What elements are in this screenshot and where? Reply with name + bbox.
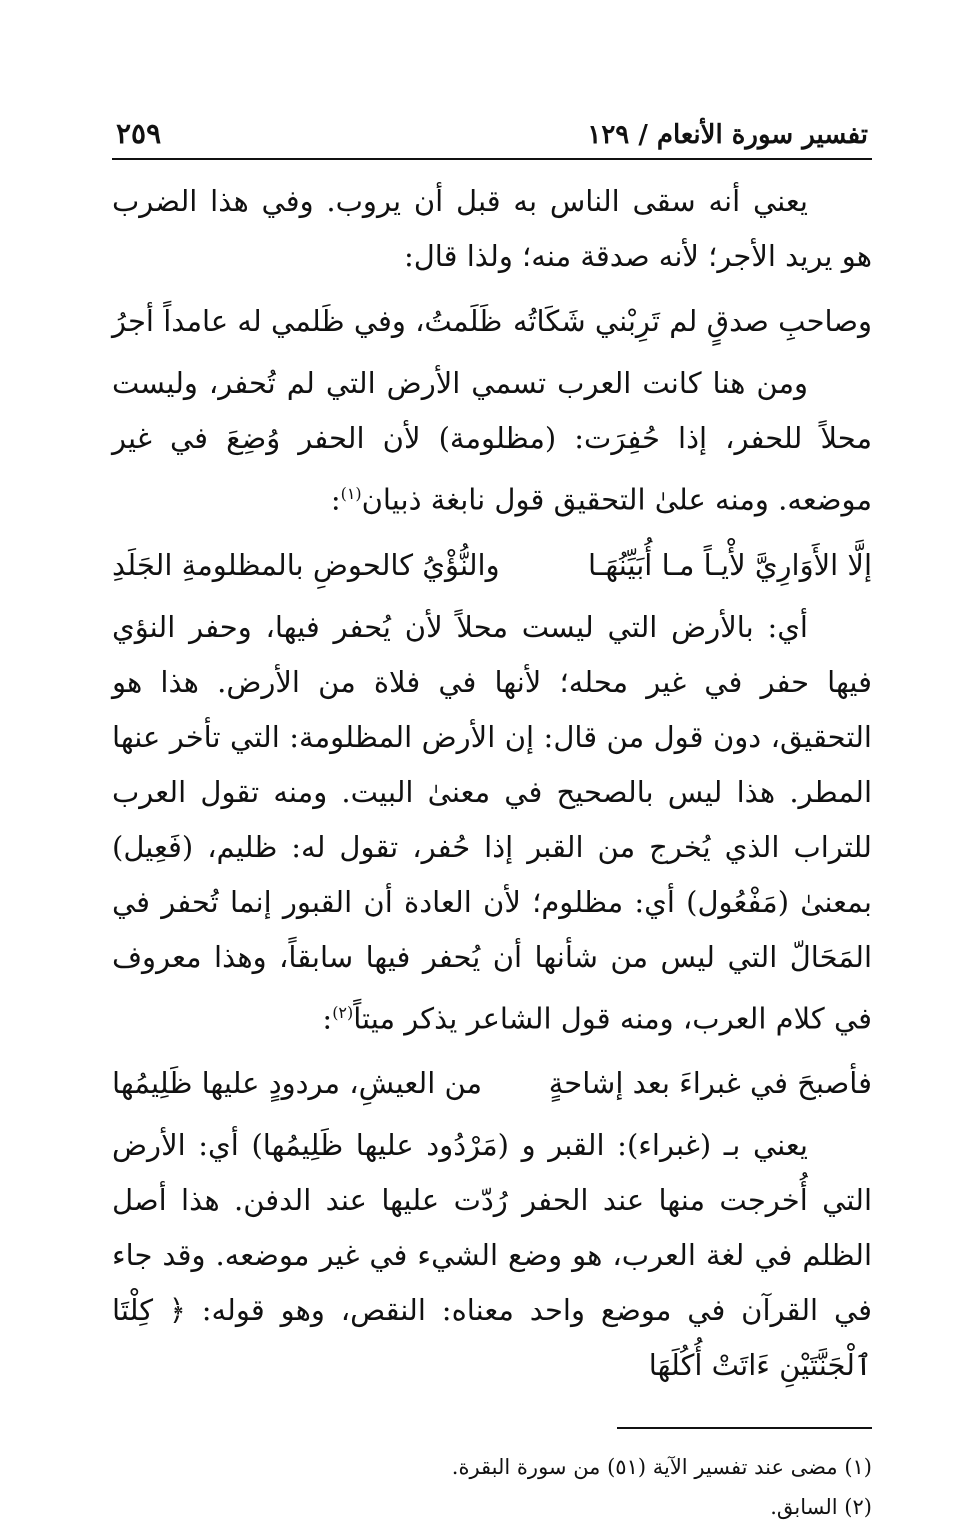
footnote-1: (١) مضى عند تفسير الآية (٥١) من سورة البقرة. <box>451 1455 872 1480</box>
footnote-ref-2: (٢) <box>332 1002 354 1022</box>
footnote-2: (٢) السابق. <box>770 1495 872 1520</box>
verse-2 <box>112 534 872 596</box>
page-body <box>112 174 872 1393</box>
paragraph-3-end: : <box>322 1001 333 1036</box>
paragraph-2 <box>112 356 872 528</box>
page-header <box>112 98 872 160</box>
footnote-ref-1: (١) <box>340 484 362 503</box>
page-number: ٢٥٩ <box>116 117 162 150</box>
verse-3 <box>112 1052 872 1114</box>
verse-1-first-hemistich: وصاحبِ صدقٍ لم تَرِبْني شَكَاتُه <box>512 304 872 338</box>
paragraph-3 <box>112 600 872 1047</box>
verse-1-second-hemistich: ظَلَمتُ، وفي ظَلمي له عامداً أجرُ <box>112 304 503 338</box>
paragraph-2-end: : <box>330 482 341 517</box>
footnote-separator <box>617 1427 872 1429</box>
running-title: تفسير سورة الأنعام / ١٢٩ <box>587 120 868 150</box>
verse-3-second-hemistich: من العيشِ، مردودٍ عليها ظَلِيمُها <box>112 1066 483 1101</box>
verse-2-second-hemistich: والنُّؤْيُ كالحوضِ بالمظلومةِ الجَلَدِ <box>112 547 500 582</box>
paragraph-3-text: أي: بالأرض التي ليست محلاً لأن يُحفر فيها، وحفر النؤي فيها حفر في غير محله؛ لأنها في فلاة من الأرض. هذا هو التحقيق، دون قول من قال: إن الأرض المظلومة: التي تأخر عنها المطر. هذا ليس بالصحيح في معنىٰ البيت. ومنه تقول العرب للتراب الذي يُخرج من القبر إذا حُفر، تقول له: ظليم، (فَعِيل) بمعنىٰ (مَفْعُول) أي: مظلوم؛ لأن العادة أن القبور إنما تُحفر في المَحَالّ التي ليس من شأنها أن يُحفر فيها سابقاً، وهذا معروف في كلام العرب، ومنه قول الشاعر يذكر ميتاً <box>112 609 873 1036</box>
footnotes <box>112 1447 872 1527</box>
paragraph-2-text: ومن هنا كانت العرب تسمي الأرض التي لم تُحفر، وليست محلاً للحفر، إذا حُفِرَت: (مظلومة) لأن الحفر وُضِعَ في غير موضعه. ومنه علىٰ التحقيق قول نابغة ذبيان <box>112 366 872 517</box>
verse-1 <box>112 290 872 352</box>
paragraph-1: يعني أنه سقى الناس به قبل أن يروب. وفي هذا الضرب هو يريد الأجر؛ لأنه صدقة منه؛ ولذا قال: <box>112 184 872 273</box>
verse-3-first-hemistich: فأصبحَ في غبراءَ بعد إشاحةٍ <box>548 1066 872 1101</box>
paragraph-4: يعني بـ (غبراء): القبر و (مَرْدُود عليها ظَلِيمُها) أي: الأرض التي أُخرجت منها عند الحفر رُدّت عليها عند الدفن. هذا أصل الظلم في لغة العرب، هو وضع الشيء في غير موضعه. وقد جاء في القرآن في موضع واحد معناه: النقص، وهو قوله: ﴿ كِلْتَا ٱلْجَنَّتَيْنِ ءَاتَتْ أُكُلَهَا <box>112 1128 872 1383</box>
verse-2-first-hemistich: إلَّا الأَوَارِيَّ لأْيـاً مـا أُبَيِّنُهَـا <box>588 547 872 582</box>
